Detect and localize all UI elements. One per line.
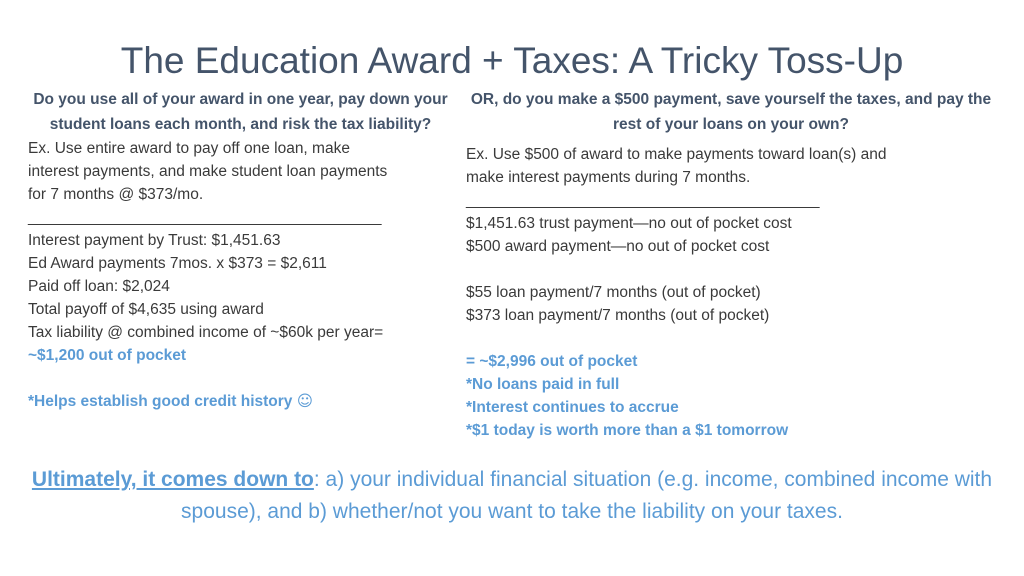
right-column	[466, 87, 996, 442]
right-loan-line: $55 loan payment/7 months (out of pocket)	[466, 284, 761, 301]
left-example-line: interest payments, and make student loan payments	[28, 163, 388, 180]
right-result-line: *$1 today is worth more than a $1 tomorrow	[466, 422, 789, 439]
right-example-line: make interest payments during 7 months.	[466, 169, 751, 186]
left-detail-line: Paid off loan: $2,024	[28, 278, 170, 295]
left-question: Do you use all of your award in one year, pay down your student loans each month, and risk the tax liability?	[33, 91, 448, 133]
smiley-icon: ☺	[296, 392, 313, 410]
left-example-line: for 7 months @ $373/mo.	[28, 186, 204, 203]
right-result-line: *No loans paid in full	[466, 376, 620, 393]
right-question: OR, do you make a $500 payment, save yourself the taxes, and pay the rest of your loans on your own?	[470, 91, 992, 133]
right-loan-line: $373 loan payment/7 months (out of pocket)	[466, 307, 770, 324]
conclusion	[20, 464, 1004, 528]
left-detail-line: Tax liability @ combined income of ~$60k per year=	[28, 324, 384, 341]
right-result-line: = ~$2,996 out of pocket	[466, 353, 638, 370]
right-cost-line: $1,451.63 trust payment—no out of pocket cost	[466, 215, 792, 232]
left-column	[28, 87, 453, 413]
left-example-line: Ex. Use entire award to pay off one loan, make	[28, 140, 350, 157]
left-detail-line: Ed Award payments 7mos. x $373 = $2,611	[28, 255, 327, 272]
conclusion-lead: Ultimately, it comes down to	[31, 468, 314, 491]
right-result-line: *Interest continues to accrue	[466, 399, 679, 416]
left-note	[28, 390, 453, 413]
left-detail-line: Total payoff of $4,635 using award	[28, 301, 264, 318]
left-separator: _________________________________________	[28, 209, 382, 226]
right-cost-line: $500 award payment—no out of pocket cost	[466, 238, 770, 255]
right-example-line: Ex. Use $500 of award to make payments toward loan(s) and	[466, 146, 887, 163]
left-out-of-pocket: ~$1,200 out of pocket	[28, 347, 187, 364]
conclusion-text: : a) your individual financial situation (e.g. income, combined income with spouse), and b) whether/not you want to take the liability on your taxes.	[181, 468, 993, 523]
right-separator: _________________________________________	[466, 192, 820, 209]
left-note-text: *Helps establish good credit history	[28, 393, 293, 410]
slide-title: The Education Award + Taxes: A Tricky Toss-Up	[120, 40, 904, 81]
left-detail-line: Interest payment by Trust: $1,451.63	[28, 232, 281, 249]
